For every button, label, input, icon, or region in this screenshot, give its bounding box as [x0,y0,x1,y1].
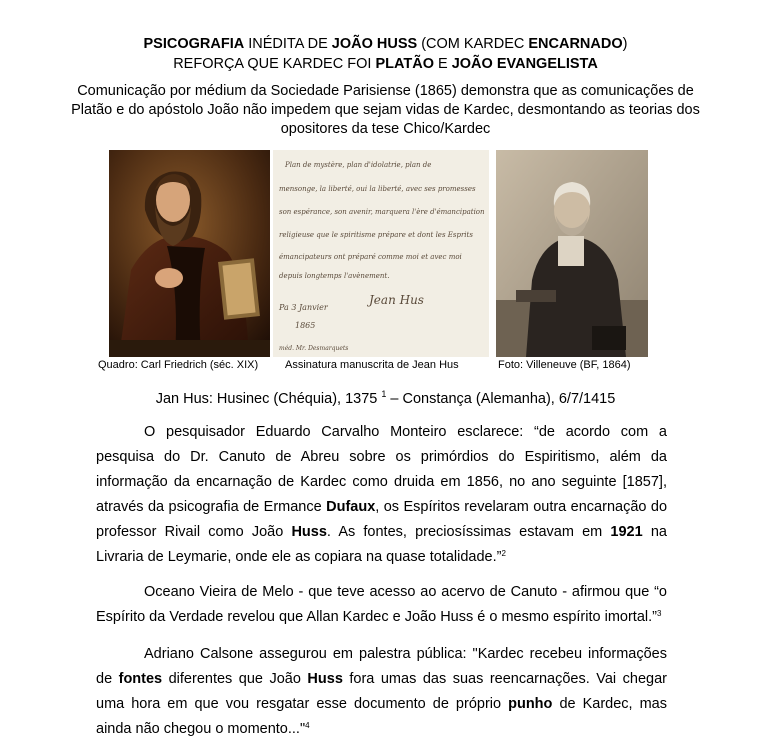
birth-death-line: Jan Hus: Husinec (Chéquia), 1375 $^1$ – Constança (Alemanha), 6/7/1415 [155,389,616,407]
manuscript-medium: méd. Mr. Desmarquets [279,345,349,352]
footnote-ref-3: 3 [656,609,662,618]
footnote-ref-2: 2 [501,549,506,558]
portrait-painting-jan-hus [109,150,270,357]
headline-line-1: PSICOGRAFIA INÉDITA DE JOÃO HUSS (COM KARDEC ENCARNADO) [143,36,628,52]
painting-image [109,150,270,357]
photo-allan-kardec [496,150,648,357]
footnote-ref-1: 1 [381,389,387,399]
manuscript-line-1: Plan de mystère, plan d'idolatrie, plan de [285,161,432,169]
manuscript-line-2: mensonge, la liberté, oui la liberté, avec ses promesses [279,185,476,193]
caption-manuscript: Assinatura manuscrita de Jean Hus [285,359,459,371]
manuscript-date-line-1: Pa 3 Janvier [279,303,328,312]
signature: Jean Hus [369,293,424,307]
subtitle: Comunicação por médium da Sociedade Parisiense (1865) demonstra que as comunicações de Platão e do apóstolo João não impedem que sejam vidas de Kardec, desmontando as teorias dos opositores da tese Chico/Kardec [71,83,700,137]
caption-photo: Foto: Villeneuve (BF, 1864) [498,359,631,371]
manuscript-signature-image [273,150,489,357]
manuscript-date-line-2: 1865 [295,321,316,330]
caption-painting: Quadro: Carl Friedrich (séc. XIX) [98,359,259,371]
paragraph-2: Oceano Vieira de Melo - que teve acesso ao acervo de Canuto - afirmou que “o Espírito da Verdade revelou que Allan Kardec e João Huss é o mesmo espírito imortal.”$^3$ [96,584,667,625]
paragraph-3: Adriano Calsone assegurou em palestra pública: "Kardec recebeu informações de fontes diferentes que João Huss fora umas das suas reencarnações. Vai chegar uma hora em que vou resgatar esse documento de próprio punho de Kardec, mas ainda não chegou o momento..."$^4$ [96,646,667,737]
manuscript-line-4: religieuse que le spiritisme prépare et dont les Esprits [279,231,473,239]
manuscript-text [273,150,489,357]
manuscript-line-3: son espérance, son avenir, marquera l'ère d'émancipation [279,208,485,216]
photo-image [496,150,648,357]
headline-line-2: REFORÇA QUE KARDEC FOI PLATÃO E JOÃO EVANGELISTA [173,56,598,72]
paragraph-1: O pesquisador Eduardo Carvalho Monteiro esclarece: “de acordo com a pesquisa do Dr. Canuto de Abreu sobre os primórdios do Espiritismo, além da informação da encarnação de Kardec como druida em 1856, no ano seguinte [1857], através da psicografia de Ermance Dufaux, os Espíritos revelaram outra encarnação do professor Rivail como João Huss. As fontes, preciosíssimas estavam em 1921 na Livraria de Leymarie, onde ele as copiara na quase totalidade.”$^2$ [96,424,668,565]
manuscript-line-5: émancipateurs ont préparé comme moi et avec moi [279,253,462,261]
manuscript-line-6: depuis longtemps l'avènement. [279,272,390,280]
footnote-ref-4: 4 [305,721,310,730]
